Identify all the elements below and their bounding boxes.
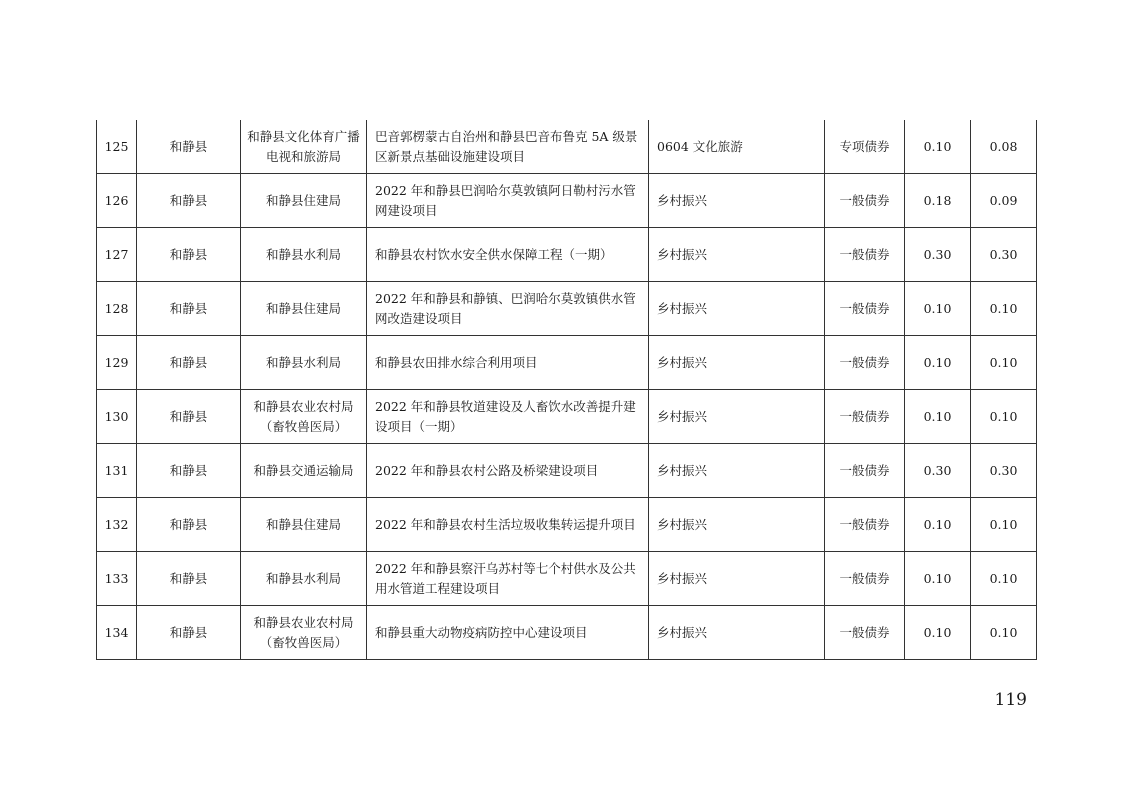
category-cell: 乡村振兴 — [649, 390, 825, 444]
table-row — [97, 552, 1037, 606]
amount-cell-1: 0.10 — [905, 336, 971, 390]
amount-cell-2: 0.10 — [971, 390, 1037, 444]
row-number-cell: 129 — [97, 336, 137, 390]
row-number-cell: 133 — [97, 552, 137, 606]
county-cell: 和静县 — [137, 120, 241, 174]
county-cell: 和静县 — [137, 282, 241, 336]
table-row — [97, 336, 1037, 390]
county-cell: 和静县 — [137, 606, 241, 660]
category-cell: 乡村振兴 — [649, 174, 825, 228]
category-cell: 0604 文化旅游 — [649, 120, 825, 174]
amount-cell-2: 0.10 — [971, 606, 1037, 660]
table-row — [97, 174, 1037, 228]
bond-type-cell: 一般债券 — [825, 552, 905, 606]
row-number-cell: 132 — [97, 498, 137, 552]
bond-type-cell: 专项债券 — [825, 120, 905, 174]
project-name-cell: 2022 年和静县和静镇、巴润哈尔莫敦镇供水管网改造建设项目 — [367, 282, 649, 336]
department-cell: 和静县农业农村局（畜牧兽医局） — [241, 606, 367, 660]
bond-type-cell: 一般债券 — [825, 228, 905, 282]
bond-type-cell: 一般债券 — [825, 336, 905, 390]
row-number-cell: 125 — [97, 120, 137, 174]
amount-cell-1: 0.10 — [905, 552, 971, 606]
department-cell: 和静县水利局 — [241, 336, 367, 390]
department-cell: 和静县住建局 — [241, 174, 367, 228]
department-cell: 和静县水利局 — [241, 228, 367, 282]
department-cell: 和静县水利局 — [241, 552, 367, 606]
project-name-cell: 和静县重大动物疫病防控中心建设项目 — [367, 606, 649, 660]
county-cell: 和静县 — [137, 174, 241, 228]
project-name-cell: 2022 年和静县农村生活垃圾收集转运提升项目 — [367, 498, 649, 552]
department-cell: 和静县住建局 — [241, 282, 367, 336]
table-row — [97, 120, 1037, 174]
county-cell: 和静县 — [137, 336, 241, 390]
project-name-cell: 巴音郭楞蒙古自治州和静县巴音布鲁克 5A 级景区新景点基础设施建设项目 — [367, 120, 649, 174]
page-number: 119 — [994, 690, 1027, 710]
debt-project-table — [96, 120, 1037, 660]
project-name-cell: 2022 年和静县牧道建设及人畜饮水改善提升建设项目（一期） — [367, 390, 649, 444]
table-body — [97, 120, 1037, 660]
amount-cell-1: 0.10 — [905, 282, 971, 336]
amount-cell-2: 0.30 — [971, 228, 1037, 282]
row-number-cell: 126 — [97, 174, 137, 228]
table-row — [97, 228, 1037, 282]
project-name-cell: 和静县农村饮水安全供水保障工程（一期） — [367, 228, 649, 282]
department-cell: 和静县交通运输局 — [241, 444, 367, 498]
county-cell: 和静县 — [137, 444, 241, 498]
table-row — [97, 498, 1037, 552]
row-number-cell: 127 — [97, 228, 137, 282]
department-cell: 和静县文化体育广播电视和旅游局 — [241, 120, 367, 174]
table-row — [97, 390, 1037, 444]
project-name-cell: 2022 年和静县农村公路及桥梁建设项目 — [367, 444, 649, 498]
department-cell: 和静县农业农村局（畜牧兽医局） — [241, 390, 367, 444]
category-cell: 乡村振兴 — [649, 498, 825, 552]
project-name-cell: 2022 年和静县察汗乌苏村等七个村供水及公共用水管道工程建设项目 — [367, 552, 649, 606]
amount-cell-1: 0.30 — [905, 444, 971, 498]
table-row — [97, 606, 1037, 660]
bond-type-cell: 一般债券 — [825, 444, 905, 498]
bond-type-cell: 一般债券 — [825, 498, 905, 552]
row-number-cell: 130 — [97, 390, 137, 444]
amount-cell-1: 0.18 — [905, 174, 971, 228]
county-cell: 和静县 — [137, 498, 241, 552]
amount-cell-1: 0.30 — [905, 228, 971, 282]
county-cell: 和静县 — [137, 390, 241, 444]
table-row — [97, 282, 1037, 336]
category-cell: 乡村振兴 — [649, 444, 825, 498]
row-number-cell: 131 — [97, 444, 137, 498]
amount-cell-2: 0.30 — [971, 444, 1037, 498]
amount-cell-1: 0.10 — [905, 120, 971, 174]
amount-cell-2: 0.09 — [971, 174, 1037, 228]
amount-cell-2: 0.10 — [971, 498, 1037, 552]
bond-type-cell: 一般债券 — [825, 390, 905, 444]
bond-type-cell: 一般债券 — [825, 282, 905, 336]
category-cell: 乡村振兴 — [649, 606, 825, 660]
amount-cell-1: 0.10 — [905, 606, 971, 660]
amount-cell-2: 0.10 — [971, 552, 1037, 606]
category-cell: 乡村振兴 — [649, 336, 825, 390]
department-cell: 和静县住建局 — [241, 498, 367, 552]
amount-cell-2: 0.08 — [971, 120, 1037, 174]
category-cell: 乡村振兴 — [649, 552, 825, 606]
category-cell: 乡村振兴 — [649, 282, 825, 336]
county-cell: 和静县 — [137, 552, 241, 606]
table-row — [97, 444, 1037, 498]
row-number-cell: 134 — [97, 606, 137, 660]
amount-cell-1: 0.10 — [905, 498, 971, 552]
project-name-cell: 和静县农田排水综合利用项目 — [367, 336, 649, 390]
category-cell: 乡村振兴 — [649, 228, 825, 282]
amount-cell-2: 0.10 — [971, 282, 1037, 336]
bond-type-cell: 一般债券 — [825, 606, 905, 660]
project-name-cell: 2022 年和静县巴润哈尔莫敦镇阿日勒村污水管网建设项目 — [367, 174, 649, 228]
amount-cell-1: 0.10 — [905, 390, 971, 444]
amount-cell-2: 0.10 — [971, 336, 1037, 390]
row-number-cell: 128 — [97, 282, 137, 336]
bond-type-cell: 一般债券 — [825, 174, 905, 228]
county-cell: 和静县 — [137, 228, 241, 282]
